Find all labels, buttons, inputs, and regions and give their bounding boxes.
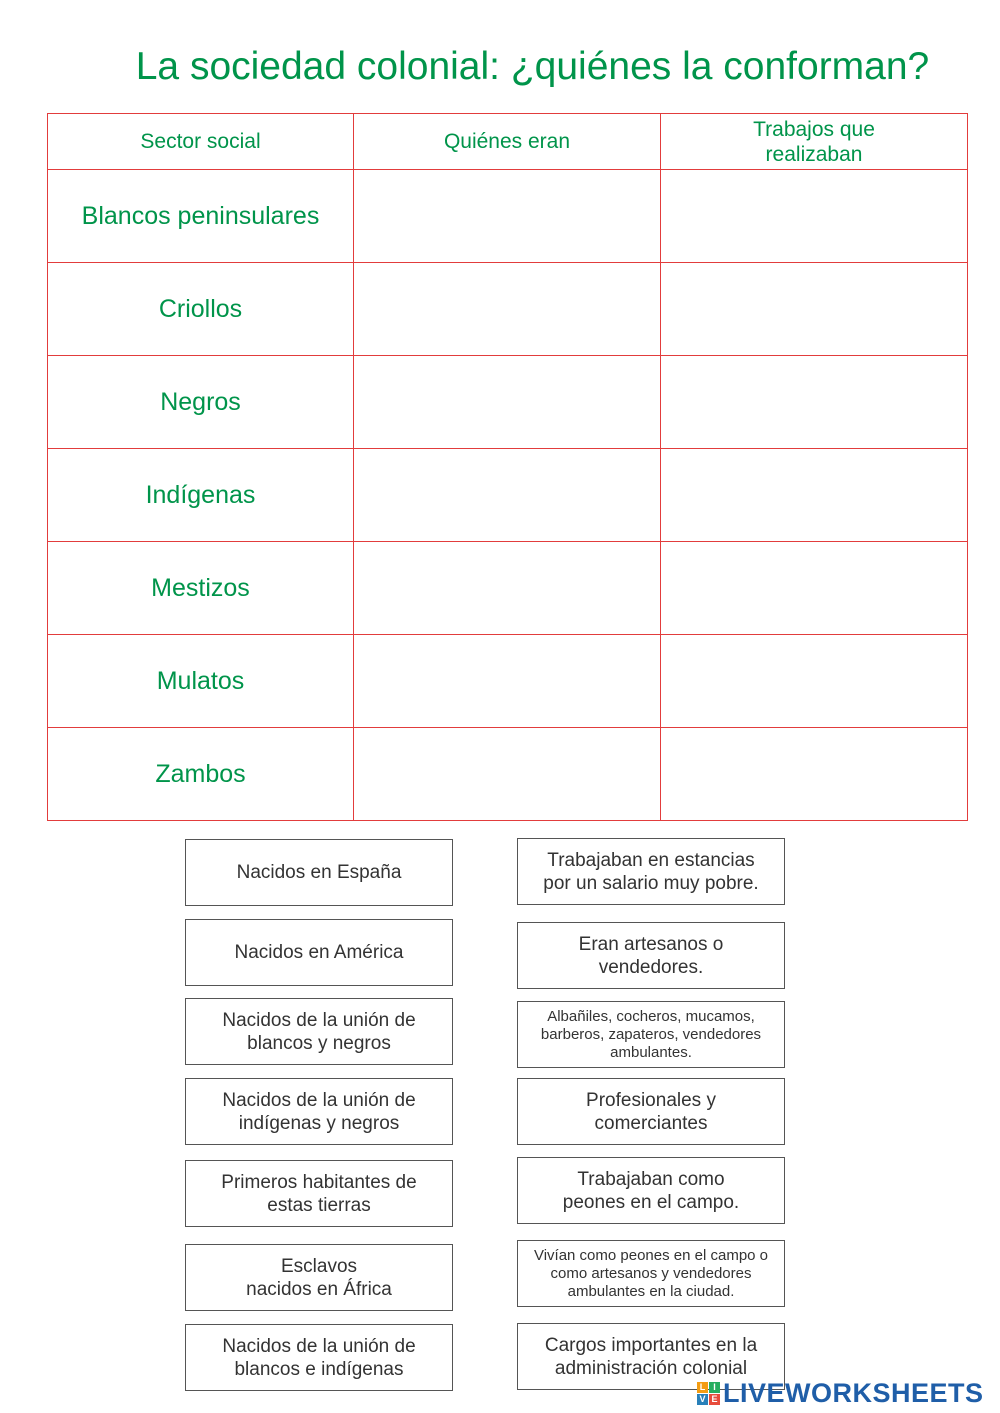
logo-text: LIVEWORKSHEETS bbox=[723, 1378, 984, 1408]
drop-zone-trabajos[interactable] bbox=[661, 170, 968, 263]
table-row bbox=[48, 170, 968, 263]
table-row bbox=[48, 635, 968, 728]
sector-label: Negros bbox=[48, 356, 354, 449]
drag-card-trabajos[interactable]: Cargos importantes en la administración colonial bbox=[517, 1323, 785, 1390]
header-quienes-eran: Quiénes eran bbox=[354, 114, 661, 170]
drag-card-trabajos[interactable]: Profesionales y comerciantes bbox=[517, 1078, 785, 1145]
drag-card-trabajos[interactable]: Eran artesanos o vendedores. bbox=[517, 922, 785, 989]
drop-zone-trabajos[interactable] bbox=[661, 635, 968, 728]
drag-card-quienes[interactable]: Nacidos en América bbox=[185, 919, 453, 986]
logo-badge-letter: I bbox=[709, 1382, 720, 1393]
drop-zone-quienes[interactable] bbox=[354, 542, 661, 635]
table-header-row bbox=[48, 114, 968, 170]
sector-label: Blancos peninsulares bbox=[48, 170, 354, 263]
logo-badge-icon bbox=[697, 1382, 720, 1405]
sector-label: Mulatos bbox=[48, 635, 354, 728]
drop-zone-quienes[interactable] bbox=[354, 635, 661, 728]
drop-zone-trabajos[interactable] bbox=[661, 356, 968, 449]
table-row bbox=[48, 356, 968, 449]
liveworksheets-logo bbox=[697, 1378, 984, 1408]
logo-badge-letter: L bbox=[697, 1382, 708, 1393]
drop-zone-trabajos[interactable] bbox=[661, 542, 968, 635]
social-sectors-table bbox=[47, 113, 968, 821]
drag-card-quienes[interactable]: Nacidos de la unión de indígenas y negros bbox=[185, 1078, 453, 1145]
drop-zone-trabajos[interactable] bbox=[661, 263, 968, 356]
sector-label: Zambos bbox=[48, 728, 354, 821]
table-row bbox=[48, 542, 968, 635]
drag-card-trabajos[interactable]: Albañiles, cocheros, mucamos, barberos, zapateros, vendedores ambulantes. bbox=[517, 1001, 785, 1068]
drag-card-quienes[interactable]: Nacidos de la unión de blancos y negros bbox=[185, 998, 453, 1065]
drag-card-quienes[interactable]: Nacidos de la unión de blancos e indígenas bbox=[185, 1324, 453, 1391]
drop-zone-quienes[interactable] bbox=[354, 449, 661, 542]
table-row bbox=[48, 263, 968, 356]
drag-card-quienes[interactable]: Nacidos en España bbox=[185, 839, 453, 906]
drag-card-quienes[interactable]: Esclavos nacidos en África bbox=[185, 1244, 453, 1311]
logo-badge-letter: E bbox=[709, 1394, 720, 1405]
drag-card-trabajos[interactable]: Trabajaban en estancias por un salario muy pobre. bbox=[517, 838, 785, 905]
page-title: La sociedad colonial: ¿quiénes la conforman? bbox=[135, 45, 930, 88]
header-sector-social: Sector social bbox=[48, 114, 354, 170]
drop-zone-trabajos[interactable] bbox=[661, 728, 968, 821]
drop-zone-quienes[interactable] bbox=[354, 263, 661, 356]
sector-label: Mestizos bbox=[48, 542, 354, 635]
drop-zone-quienes[interactable] bbox=[354, 728, 661, 821]
table-row bbox=[48, 728, 968, 821]
header-trabajos-label: Trabajos que realizaban bbox=[753, 117, 875, 166]
drag-card-trabajos[interactable]: Vivían como peones en el campo o como artesanos y vendedores ambulantes en la ciudad. bbox=[517, 1240, 785, 1307]
drop-zone-quienes[interactable] bbox=[354, 170, 661, 263]
drop-zone-trabajos[interactable] bbox=[661, 449, 968, 542]
table-row bbox=[48, 449, 968, 542]
drop-zone-quienes[interactable] bbox=[354, 356, 661, 449]
sector-label: Indígenas bbox=[48, 449, 354, 542]
sector-label: Criollos bbox=[48, 263, 354, 356]
drag-card-trabajos[interactable]: Trabajaban como peones en el campo. bbox=[517, 1157, 785, 1224]
drag-card-quienes[interactable]: Primeros habitantes de estas tierras bbox=[185, 1160, 453, 1227]
header-trabajos bbox=[661, 114, 968, 170]
logo-badge-letter: V bbox=[697, 1394, 708, 1405]
